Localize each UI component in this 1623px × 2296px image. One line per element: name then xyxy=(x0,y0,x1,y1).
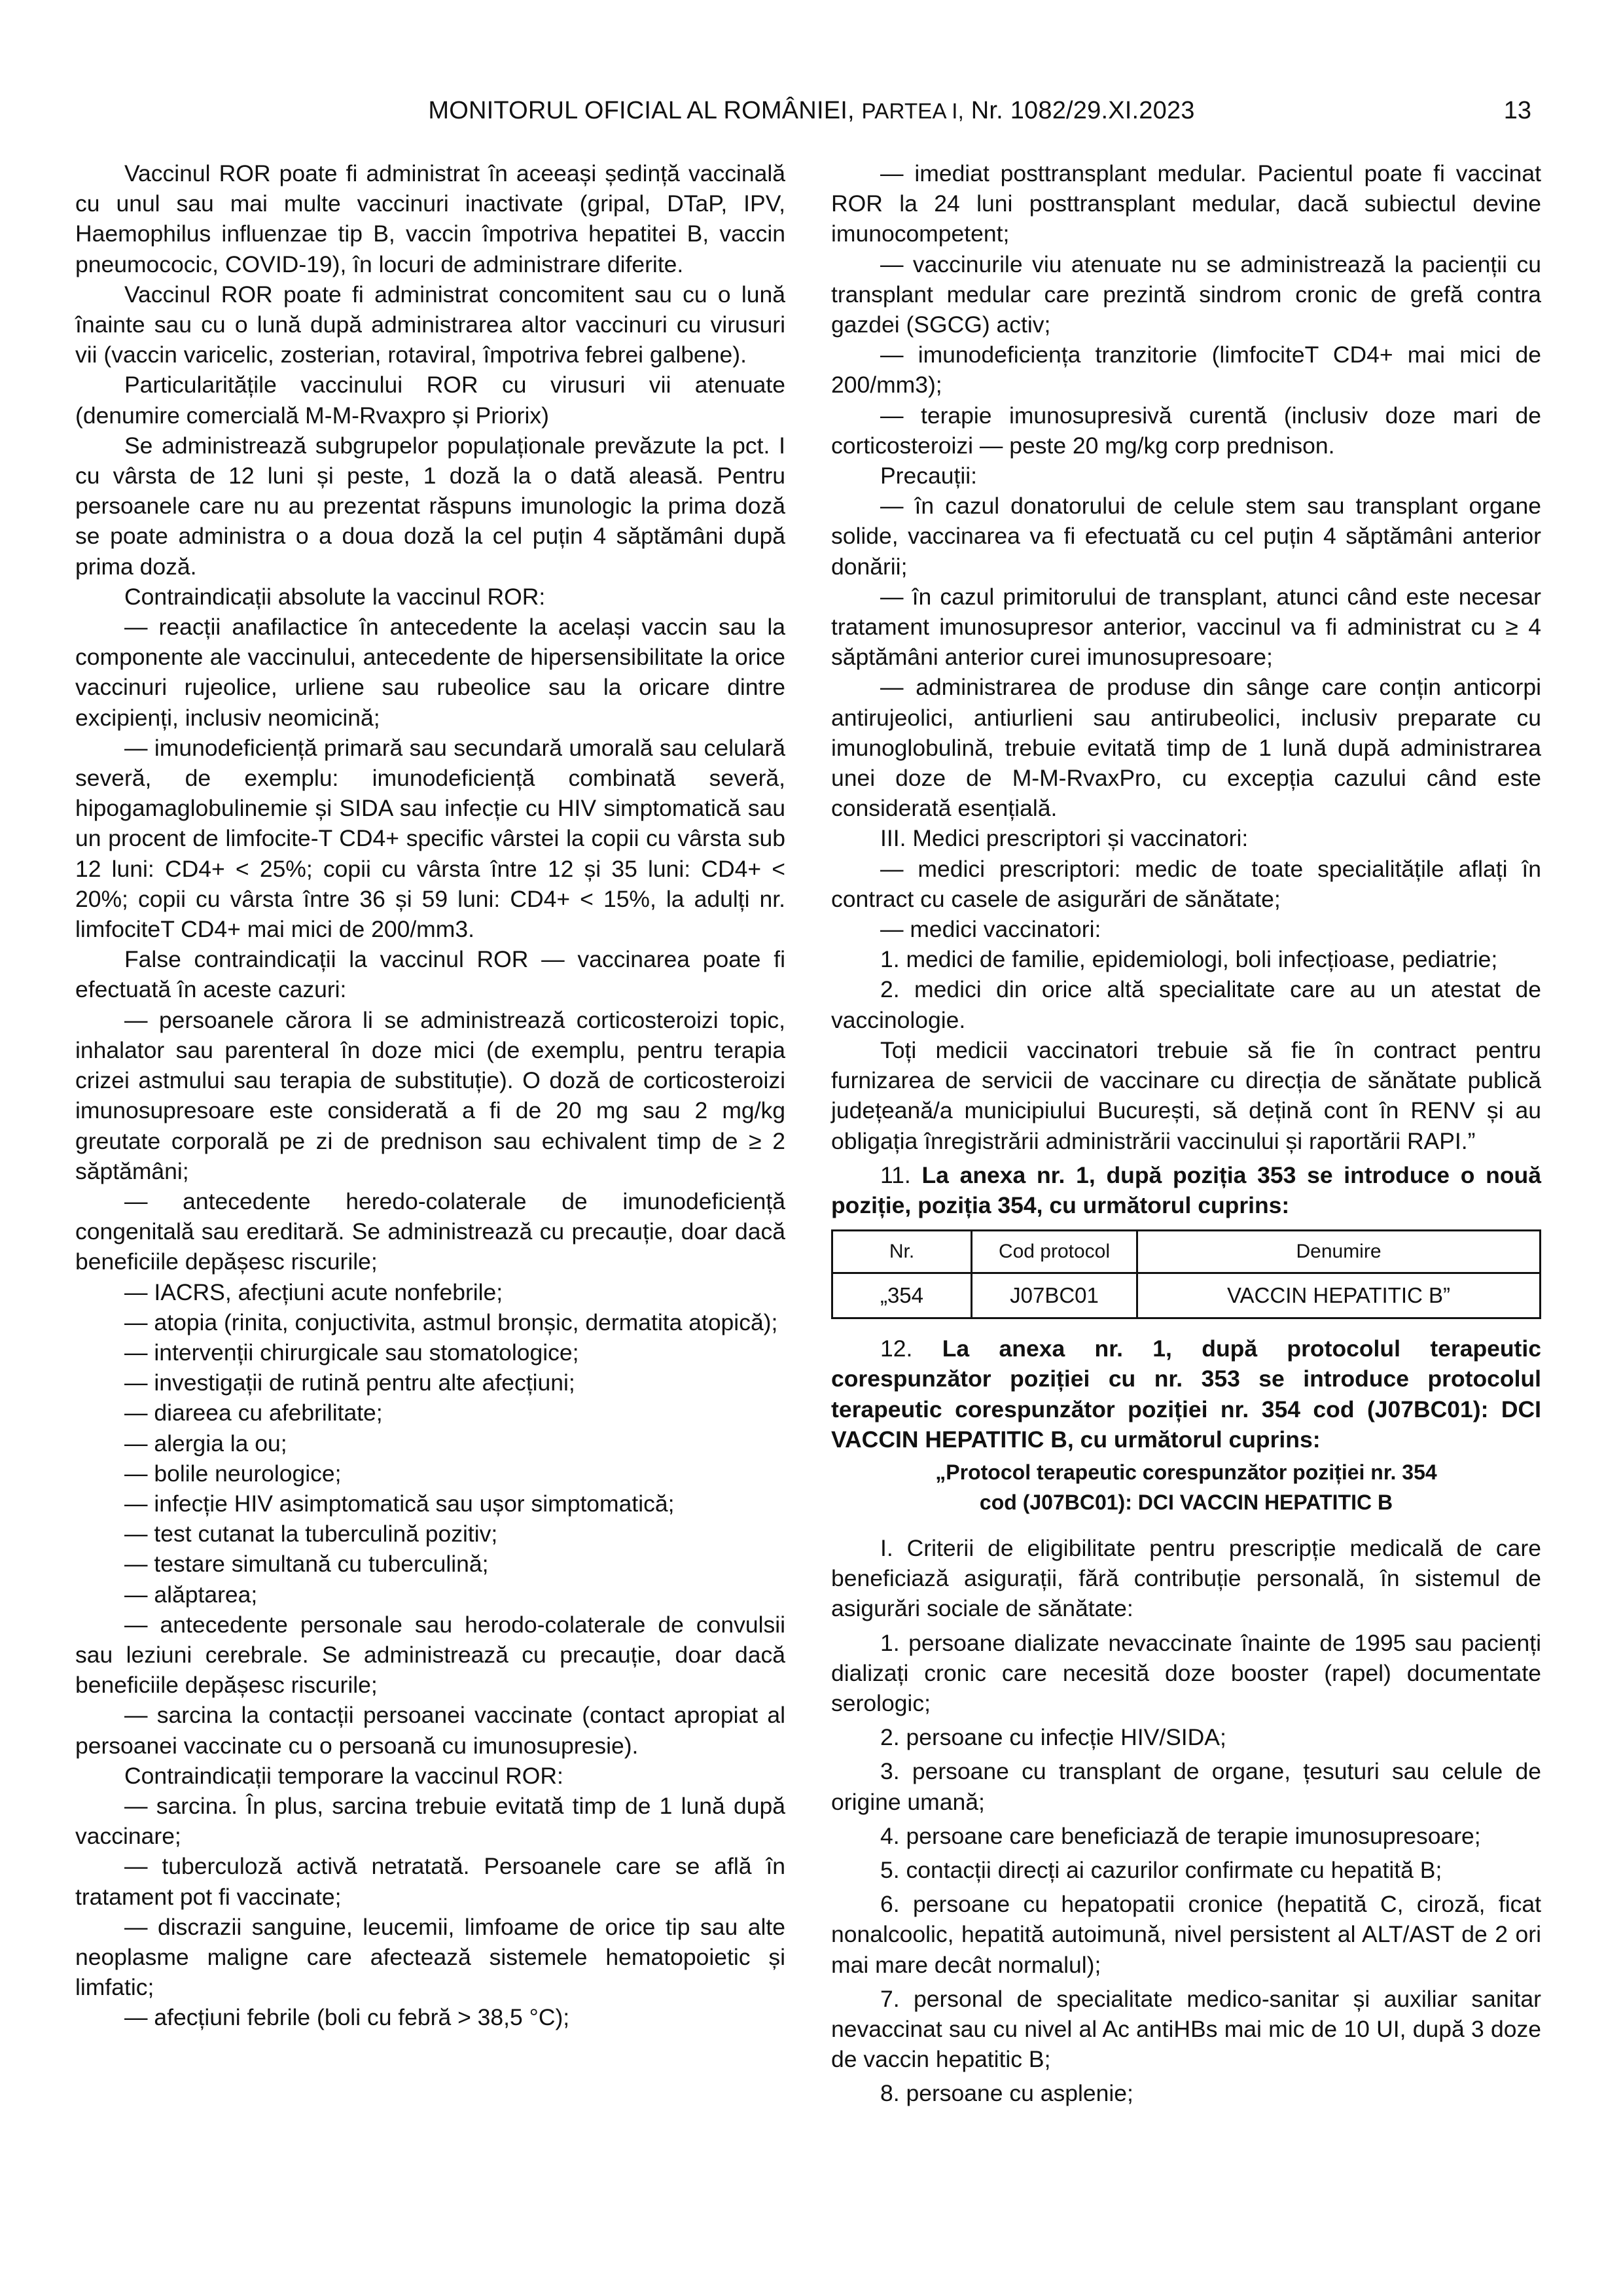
page-header xyxy=(85,97,1538,136)
protocol-title-line: cod (J07BC01): DCI VACCIN HEPATITIC B xyxy=(979,1490,1393,1514)
list-item: — test cutanat la tuberculină pozitiv; xyxy=(124,1521,498,1547)
amendment-text: La anexa nr. 1, după protocolul terapeutic corespunzător poziției cu nr. 353 se introduce protocolul terapeutic corespunzător poziției nr. 354 cod (J07BC01): DCI VACCIN HEPATITIC B, cu următorul cuprins: xyxy=(831,1335,1541,1453)
list-item: — reacții anafilactice în antecedente la același vaccin sau la componente ale vaccinului, antecedente de hipersensibilitate la orice vaccinuri rujeolice, urliene sau rubeolice sau la oricare dintre excipienți, inclusiv neomicină; xyxy=(75,614,785,731)
list-item: — afecțiuni febrile (boli cu febră > 38,5 °C); xyxy=(124,2004,570,2031)
column-header-denumire: Denumire xyxy=(1137,1231,1541,1273)
paragraph: Toți medicii vaccinatori trebuie să fie în contract pentru furnizarea de servicii de vaccinare cu direcția de sănătate publică județeană/a municipiului București, să dețină cont în RENV și au obligația înregistrării administrării vaccinului și raportării RAPI.” xyxy=(831,1036,1541,1154)
list-item: 3. persoane cu transplant de organe, țesuturi sau celule de origine umană; xyxy=(831,1758,1541,1815)
list-item: — antecedente heredo-colaterale de imunodeficiență congenitală sau ereditară. Se administrează cu precauție, doar dacă beneficiile depășesc riscurile; xyxy=(75,1188,785,1275)
list-item: — medici prescriptori: medic de toate specialitățile aflați în contract cu casele de asigurări de sănătate; xyxy=(831,855,1541,912)
list-item: — terapie imunosupresivă curentă (inclusiv doze mari de corticosteroizi — peste 20 mg/kg corp prednison. xyxy=(831,402,1541,459)
cell-denumire: VACCIN HEPATITIC B” xyxy=(1137,1273,1541,1318)
amendment-number: 11. xyxy=(880,1161,911,1188)
cell-cod: J07BC01 xyxy=(972,1273,1137,1318)
title-issue: Nr. 1082/29.XI.2023 xyxy=(971,97,1195,124)
table-header-row xyxy=(832,1231,1541,1273)
page-number: 13 xyxy=(1503,97,1531,124)
paragraph: Vaccinul ROR poate fi administrat în aceeași ședință vaccinală cu unul sau mai multe vaccinuri inactivate (gripal, DTaP, IPV, Haemophilus influenzae tip B, vaccin împotriva hepatitei B, vaccin pneumococic, COVID-19), în locuri de administrare diferite. xyxy=(75,160,785,277)
list-item: — bolile neurologice; xyxy=(124,1460,342,1487)
list-item: 7. personal de specialitate medico-sanitar și auxiliar sanitar nevaccinat sau cu nivel al Ac antiHBs mai mic de 10 UI, după 3 doze de vaccin hepatitic B; xyxy=(831,1985,1541,2073)
section-heading: Contraindicații absolute la vaccinul ROR: xyxy=(124,583,546,610)
list-item: — imunodeficiența tranzitorie (limfociteT CD4+ mai mici de 200/mm3); xyxy=(831,342,1541,398)
section-heading: Precauții: xyxy=(880,463,977,489)
list-item: 2. persoane cu infecție HIV/SIDA; xyxy=(880,1724,1226,1751)
title-part: PARTEA I, xyxy=(861,99,965,123)
list-item: — imediat posttransplant medular. Pacientul poate fi vaccinat ROR la 24 luni posttransplant medular, dacă subiectul devine imunocompetent; xyxy=(831,160,1541,247)
list-item: — vaccinurile viu atenuate nu se administrează la pacienții cu transplant medular care prezintă sindrom cronic de grefă contra gazdei (SGCG) activ; xyxy=(831,251,1541,338)
list-item: — în cazul donatorului de celule stem sau transplant organe solide, vaccinarea va fi efectuată cu cel puțin 4 săptămâni anterior donării; xyxy=(831,493,1541,580)
list-item: — sarcina la contacții persoanei vaccinate (contact apropiat al persoanei vaccinate cu o persoană cu imunosupresie). xyxy=(75,1702,785,1759)
list-item: 1. persoane dializate nevaccinate înainte de 1995 sau pacienți dializați cronic care necesită doze booster (rapel) documentate serologic; xyxy=(831,1629,1541,1716)
amendment-12 xyxy=(831,1333,1541,1455)
list-item: — alăptarea; xyxy=(124,1581,258,1608)
list-item: — intervenții chirurgicale sau stomatologice; xyxy=(124,1339,579,1366)
left-column xyxy=(75,158,785,2033)
list-item: — diareea cu afebrilitate; xyxy=(124,1400,383,1426)
list-item: 2. medici din orice altă specialitate care au un atestat de vaccinologie. xyxy=(831,976,1541,1033)
list-item: 1. medici de familie, epidemiologi, boli infecțioase, pediatrie; xyxy=(880,946,1498,973)
right-column xyxy=(831,158,1541,2109)
list-item: — administrarea de produse din sânge care conțin anticorpi antirujeolici, antiurlieni sau antirubeolici, inclusiv preparate cu imunoglobulină, trebuie evitată timp de 1 lună după administrarea unei doze de M-M-RvaxPro, cu excepția cazului când este considerată esențială. xyxy=(831,674,1541,822)
protocol-title-line: „Protocol terapeutic corespunzător poziției nr. 354 xyxy=(935,1460,1437,1484)
list-item: — antecedente personale sau herodo-colaterale de convulsii sau leziuni cerebrale. Se administrează cu precauție, doar dacă beneficiile depășesc riscurile; xyxy=(75,1611,785,1699)
list-item: 6. persoane cu hepatopatii cronice (hepatită C, ciroză, ficat nonalcoolic, hepatită autoimună, nivel persistent al ALT/AST de 2 ori mai mare decât normalul); xyxy=(831,1891,1541,1978)
list-item: 4. persoane care beneficiază de terapie imunosupresoare; xyxy=(880,1822,1481,1849)
paragraph: Vaccinul ROR poate fi administrat concomitent sau cu o lună înainte sau cu o lună după administrarea altor vaccinuri cu virusuri vii (vaccin varicelic, zosterian, rotaviral, împotriva febrei galbene). xyxy=(75,281,785,368)
paragraph: Se administrează subgrupelor populaționale prevăzute la pct. I cu vârsta de 12 luni și peste, 1 doză la o dată aleasă. Pentru persoanele care nu au prezentat răspuns imunologic la prima doză se poate administra o a doua doză la cel puțin 4 săptămâni după prima doză. xyxy=(75,432,785,580)
amendment-text: La anexa nr. 1, după poziția 353 se introduce o nouă poziție, poziția 354, cu următorul cuprins: xyxy=(831,1161,1541,1218)
list-item: — discrazii sanguine, leucemii, limfoame de orice tip sau alte neoplasme maligne care afectează sistemele hematopoietic și limfatic; xyxy=(75,1913,785,2001)
list-item: — sarcina. În plus, sarcina trebuie evitată timp de 1 lună după vaccinare; xyxy=(75,1792,785,1850)
list-item: — imunodeficiență primară sau secundară umorală sau celulară severă, de exemplu: imunodeficiență combinată severă, hipogamaglobulinemie și SIDA sau infecție cu HIV simptomatică sau un procent de limfocite-T CD4+ specific vârstei la copii cu vârsta sub 12 luni: CD4+ < 25%; copii cu vârsta între 12 și 35 luni: CD4+ < 20%; copii cu vârsta între 36 și 59 luni: CD4+ < 15%, la adulți nr. limfociteT CD4+ mai mici de 200/mm3. xyxy=(75,734,785,943)
protocol-codes-table xyxy=(831,1229,1541,1319)
section-heading: Contraindicații temporare la vaccinul ROR: xyxy=(124,1762,563,1789)
title-main: MONITORUL OFICIAL AL ROMÂNIEI, xyxy=(428,97,855,124)
publication-title xyxy=(85,97,1538,125)
list-item: — atopia (rinita, conjuctivita, astmul bronșic, dermatita atopică); xyxy=(124,1309,778,1335)
amendment-11 xyxy=(831,1160,1541,1220)
list-item: — medici vaccinatori: xyxy=(880,916,1101,943)
list-item: 8. persoane cu asplenie; xyxy=(880,2080,1133,2107)
list-item: — tuberculoză activă netratată. Persoanele care se află în tratament pot fi vaccinate; xyxy=(75,1853,785,1910)
protocol-title xyxy=(831,1457,1541,1517)
list-item: — testare simultană cu tuberculină; xyxy=(124,1551,489,1578)
list-item: — alergia la ou; xyxy=(124,1430,287,1457)
paragraph: Particularitățile vaccinului ROR cu virusuri vii atenuate (denumire comercială M-M-Rvaxpro și Priorix) xyxy=(75,372,785,429)
section-heading: False contraindicații la vaccinul ROR — vaccinarea poate fi efectuată în aceste cazuri: xyxy=(75,946,785,1003)
amendment-number: 12. xyxy=(880,1335,913,1362)
list-item: — infecție HIV asimptomatică sau ușor simptomatică; xyxy=(124,1490,675,1517)
paragraph: I. Criterii de eligibilitate pentru prescripție medicală de care beneficiază asigurații, fără contribuție personală, în sistemul de asigurări sociale de sănătate: xyxy=(831,1534,1541,1622)
list-item: 5. contacții direcți ai cazurilor confirmate cu hepatită B; xyxy=(880,1856,1442,1883)
list-item: — IACRS, afecțiuni acute nonfebrile; xyxy=(124,1279,503,1305)
section-heading: III. Medici prescriptori și vaccinatori: xyxy=(880,825,1249,852)
column-header-nr: Nr. xyxy=(832,1231,972,1273)
list-item: — persoanele cărora li se administrează corticosteroizi topic, inhalator sau parenteral în doze mici (de exemplu, pentru terapia crizei astmului sau terapia de substituție). O doză de corticosteroizi imunosupresoare este considerată a fi de 20 mg sau 2 mg/kg greutate corporală pe zi de prednison sau echivalent timp de ≥ 2 săptămâni; xyxy=(75,1006,785,1184)
cell-nr: „354 xyxy=(832,1273,972,1318)
column-header-cod: Cod protocol xyxy=(972,1231,1137,1273)
list-item: — investigații de rutină pentru alte afecțiuni; xyxy=(124,1369,575,1396)
table-row xyxy=(832,1273,1541,1318)
list-item: — în cazul primitorului de transplant, atunci când este necesar tratament imunosupresor anterior, vaccinul va fi administrat cu ≥ 4 săptămâni anterior curei imunosupresoare; xyxy=(831,583,1541,671)
